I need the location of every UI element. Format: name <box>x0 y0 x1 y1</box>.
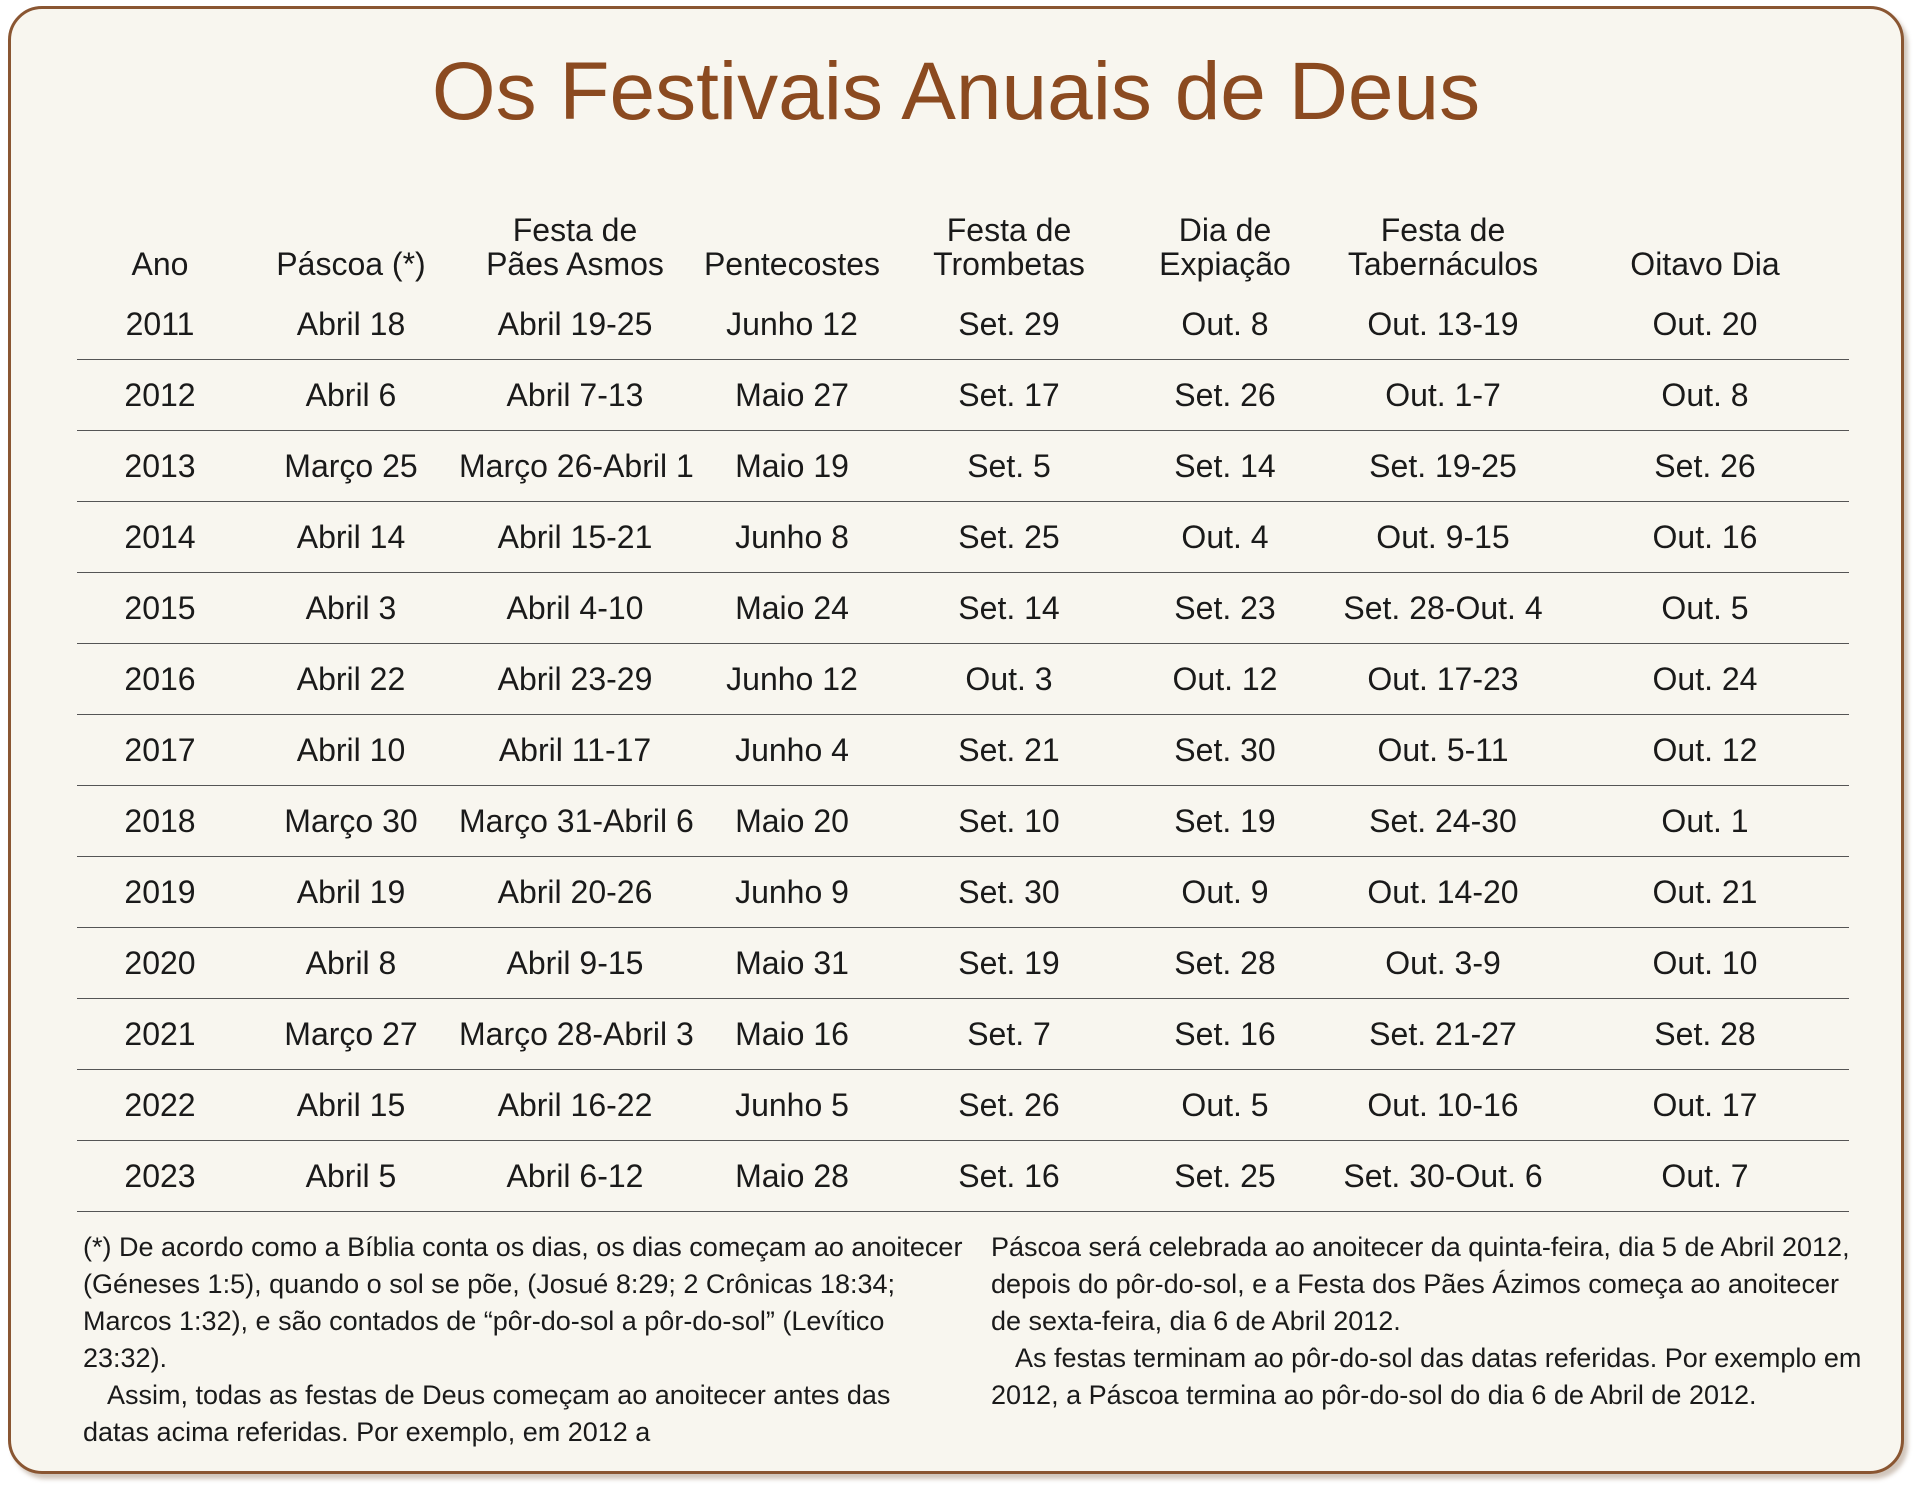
date-cell: Maio 20 <box>691 786 893 857</box>
date-cell: Out. 5 <box>1561 573 1849 644</box>
table-row <box>77 502 1849 573</box>
year-cell: 2013 <box>77 431 243 502</box>
date-cell: Out. 16 <box>1561 502 1849 573</box>
date-cell: Set. 26 <box>1561 431 1849 502</box>
date-cell: Out. 8 <box>1561 360 1849 431</box>
date-cell: Abril 6-12 <box>459 1141 691 1212</box>
date-cell: Maio 16 <box>691 999 893 1070</box>
year-cell: 2016 <box>77 644 243 715</box>
column-header: Festa de Tabernáculos <box>1347 212 1539 282</box>
date-cell: Abril 19 <box>243 857 459 928</box>
date-cell: Out. 9 <box>1125 857 1325 928</box>
table-body <box>77 289 1849 1212</box>
date-cell: Out. 7 <box>1561 1141 1849 1212</box>
date-cell: Set. 5 <box>893 431 1125 502</box>
date-cell: Maio 19 <box>691 431 893 502</box>
footnote-right <box>991 1229 1871 1414</box>
date-cell: Out. 4 <box>1125 502 1325 573</box>
date-cell: Set. 21-27 <box>1325 999 1561 1070</box>
date-cell: Out. 12 <box>1561 715 1849 786</box>
date-cell: Set. 28 <box>1125 928 1325 999</box>
column-header: Pentecostes <box>703 246 881 282</box>
date-cell: Set. 26 <box>1125 360 1325 431</box>
date-cell: Out. 10 <box>1561 928 1849 999</box>
date-cell: Set. 14 <box>1125 431 1325 502</box>
date-cell: Março 25 <box>243 431 459 502</box>
date-cell: Set. 7 <box>893 999 1125 1070</box>
date-cell: Abril 8 <box>243 928 459 999</box>
date-cell: Abril 20-26 <box>459 857 691 928</box>
year-cell: 2014 <box>77 502 243 573</box>
date-cell: Abril 16-22 <box>459 1070 691 1141</box>
date-cell: Out. 5-11 <box>1325 715 1561 786</box>
date-cell: Set. 19-25 <box>1325 431 1561 502</box>
table-row <box>77 928 1849 999</box>
date-cell: Abril 10 <box>243 715 459 786</box>
table-row <box>77 715 1849 786</box>
year-cell: 2017 <box>77 715 243 786</box>
date-cell: Abril 18 <box>243 289 459 360</box>
page-title: Os Festivais Anuais de Deus <box>431 46 1481 137</box>
table-row <box>77 360 1849 431</box>
date-cell: Out. 14-20 <box>1325 857 1561 928</box>
footnote-paragraph: (*) De acordo como a Bíblia conta os dias, os dias começam ao anoitecer (Géneses 1:5), quando o sol se põe, (Josué 8:29; 2 Crônicas 18:34; Marcos 1:32), e são contados de “pôr-do-sol a pôr-do-sol” (Levítico 23:32). <box>83 1232 963 1373</box>
table-row <box>77 786 1849 857</box>
date-cell: Abril 19-25 <box>459 289 691 360</box>
column-header: Ano <box>131 246 189 282</box>
date-cell: Abril 11-17 <box>459 715 691 786</box>
date-cell: Abril 6 <box>243 360 459 431</box>
date-cell: Out. 3 <box>893 644 1125 715</box>
date-cell: Abril 3 <box>243 573 459 644</box>
column-header: Festa de Trombetas <box>933 212 1085 282</box>
date-cell: Maio 28 <box>691 1141 893 1212</box>
date-cell: Set. 14 <box>893 573 1125 644</box>
table-row <box>77 644 1849 715</box>
date-cell: Set. 21 <box>893 715 1125 786</box>
date-cell: Março 31-Abril 6 <box>459 786 691 857</box>
date-cell: Out. 24 <box>1561 644 1849 715</box>
date-cell: Junho 12 <box>691 289 893 360</box>
date-cell: Set. 10 <box>893 786 1125 857</box>
date-cell: Out. 1-7 <box>1325 360 1561 431</box>
date-cell: Out. 3-9 <box>1325 928 1561 999</box>
date-cell: Junho 12 <box>691 644 893 715</box>
date-cell: Set. 19 <box>893 928 1125 999</box>
table-row <box>77 431 1849 502</box>
date-cell: Maio 31 <box>691 928 893 999</box>
date-cell: Junho 9 <box>691 857 893 928</box>
date-cell: Set. 26 <box>893 1070 1125 1141</box>
date-cell: Set. 24-30 <box>1325 786 1561 857</box>
year-cell: 2012 <box>77 360 243 431</box>
date-cell: Out. 8 <box>1125 289 1325 360</box>
date-cell: Set. 28 <box>1561 999 1849 1070</box>
date-cell: Set. 30 <box>893 857 1125 928</box>
date-cell: Março 30 <box>243 786 459 857</box>
date-cell: Abril 5 <box>243 1141 459 1212</box>
footnote-paragraph: Páscoa será celebrada ao anoitecer da quinta-feira, dia 5 de Abril 2012, depois do pôr-do-sol, e a Festa dos Pães Ázimos começa ao anoitecer de sexta-feira, dia 6 de Abril 2012. <box>991 1232 1850 1336</box>
date-cell: Abril 9-15 <box>459 928 691 999</box>
year-cell: 2023 <box>77 1141 243 1212</box>
table-row <box>77 857 1849 928</box>
date-cell: Junho 5 <box>691 1070 893 1141</box>
date-cell: Set. 30-Out. 6 <box>1325 1141 1561 1212</box>
date-cell: Set. 17 <box>893 360 1125 431</box>
year-cell: 2011 <box>77 289 243 360</box>
date-cell: Out. 9-15 <box>1325 502 1561 573</box>
date-cell: Maio 24 <box>691 573 893 644</box>
festivals-table <box>77 187 1849 1212</box>
date-cell: Out. 20 <box>1561 289 1849 360</box>
date-cell: Set. 23 <box>1125 573 1325 644</box>
column-header: Dia de Expiação <box>1159 212 1291 282</box>
date-cell: Set. 25 <box>1125 1141 1325 1212</box>
date-cell: Set. 16 <box>893 1141 1125 1212</box>
date-cell: Set. 28-Out. 4 <box>1325 573 1561 644</box>
date-cell: Abril 14 <box>243 502 459 573</box>
date-cell: Out. 21 <box>1561 857 1849 928</box>
table-row <box>77 573 1849 644</box>
year-cell: 2019 <box>77 857 243 928</box>
date-cell: Junho 8 <box>691 502 893 573</box>
year-cell: 2018 <box>77 786 243 857</box>
date-cell: Abril 23-29 <box>459 644 691 715</box>
date-cell: Maio 27 <box>691 360 893 431</box>
date-cell: Out. 5 <box>1125 1070 1325 1141</box>
table-row <box>77 289 1849 360</box>
footnote-paragraph: Assim, todas as festas de Deus começam ao anoitecer antes das datas acima referidas. Por exemplo, em 2012 a <box>83 1380 891 1447</box>
date-cell: Abril 22 <box>243 644 459 715</box>
footnote-paragraph: As festas terminam ao pôr-do-sol das datas referidas. Por exemplo em 2012, a Páscoa termina ao pôr-do-sol do dia 6 de Abril de 2012. <box>991 1343 1862 1410</box>
date-cell: Out. 12 <box>1125 644 1325 715</box>
date-cell: Set. 19 <box>1125 786 1325 857</box>
footnote-left <box>83 1229 963 1451</box>
year-cell: 2020 <box>77 928 243 999</box>
year-cell: 2022 <box>77 1070 243 1141</box>
date-cell: Março 27 <box>243 999 459 1070</box>
column-header: Páscoa (*) <box>276 246 426 282</box>
date-cell: Março 28-Abril 3 <box>459 999 691 1070</box>
date-cell: Set. 25 <box>893 502 1125 573</box>
column-header: Oitavo Dia <box>1630 246 1780 282</box>
date-cell: Abril 7-13 <box>459 360 691 431</box>
date-cell: Out. 1 <box>1561 786 1849 857</box>
date-cell: Out. 17-23 <box>1325 644 1561 715</box>
table-header-row <box>77 187 1849 289</box>
date-cell: Junho 4 <box>691 715 893 786</box>
date-cell: Março 26-Abril 1 <box>459 431 691 502</box>
date-cell: Out. 10-16 <box>1325 1070 1561 1141</box>
date-cell: Set. 16 <box>1125 999 1325 1070</box>
table-row <box>77 1070 1849 1141</box>
date-cell: Set. 29 <box>893 289 1125 360</box>
year-cell: 2015 <box>77 573 243 644</box>
date-cell: Abril 4-10 <box>459 573 691 644</box>
festivals-card <box>8 6 1904 1474</box>
date-cell: Out. 13-19 <box>1325 289 1561 360</box>
table-row <box>77 999 1849 1070</box>
date-cell: Set. 30 <box>1125 715 1325 786</box>
date-cell: Out. 17 <box>1561 1070 1849 1141</box>
table-row <box>77 1141 1849 1212</box>
date-cell: Abril 15 <box>243 1070 459 1141</box>
column-header: Festa de Pães Asmos <box>486 212 664 282</box>
date-cell: Abril 15-21 <box>459 502 691 573</box>
year-cell: 2021 <box>77 999 243 1070</box>
